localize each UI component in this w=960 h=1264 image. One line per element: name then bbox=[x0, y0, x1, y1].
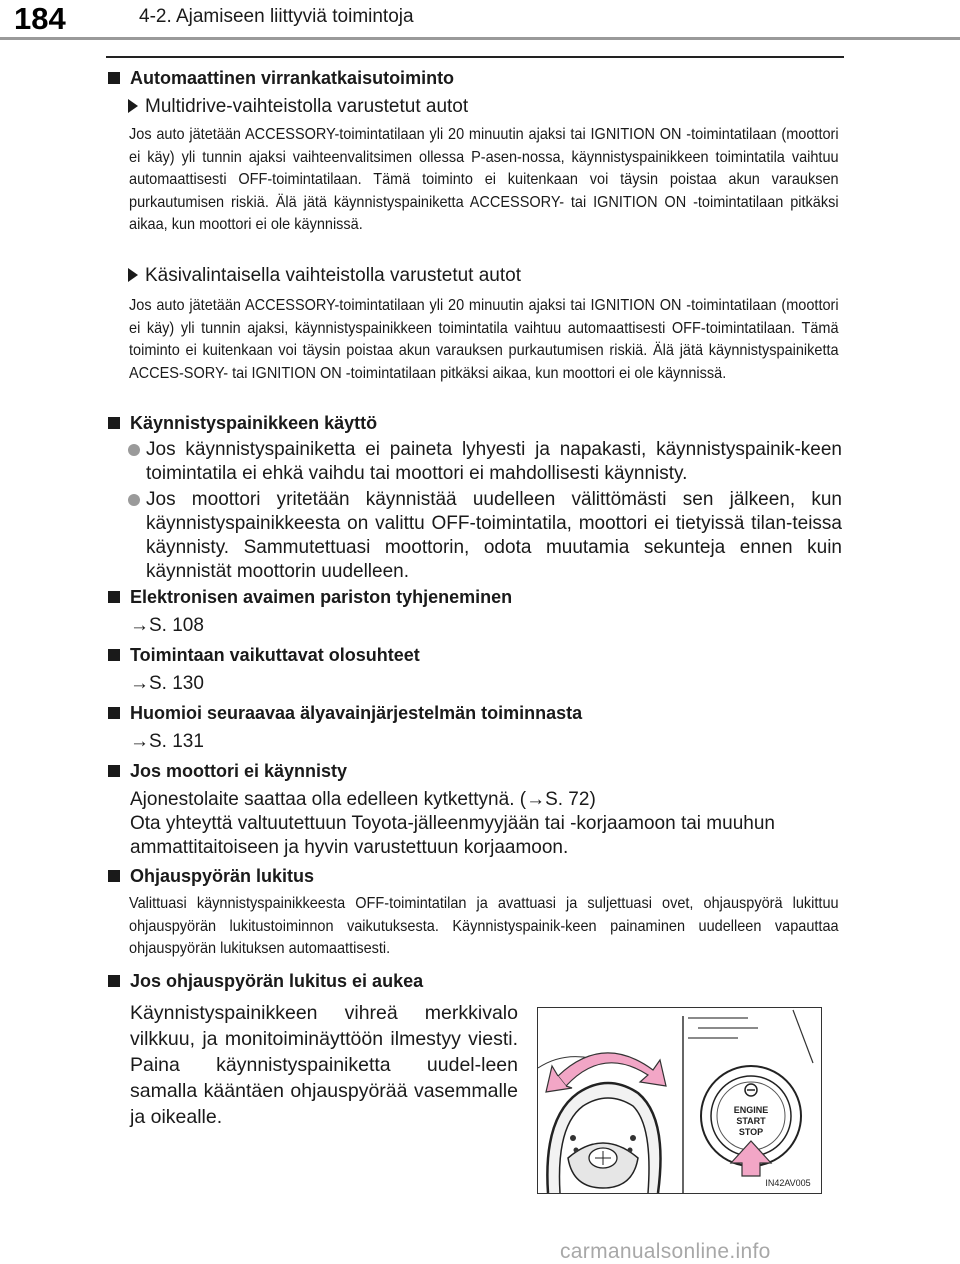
page-reference[interactable]: S. 72 bbox=[545, 789, 590, 810]
square-bullet-icon bbox=[108, 975, 120, 987]
round-bullet-icon bbox=[128, 494, 140, 506]
square-bullet-icon bbox=[108, 870, 120, 882]
body-text-small: Jos auto jätetään ACCESSORY-toimintatilaan yli 20 minuutin ajaksi tai IGNITION ON -toimintatilaan (moottori ei käy) yli tunnin ajaksi vaihteenvalitsimen ollessa P-asen-nossa, käynnistyspainikkeen toimintatila vaihtuu automaattisesti OFF-toimintatilaan. Tämä toiminto ei kuitenkaan voi täysin poistaa akun varauksen purkautumisen riskiä. Älä jätä käynnistyspainiketta ACCESSORY- tai IGNITION ON -toimintatilaan pitkäksi aikaa, kun moottori ei ole käynnissä. bbox=[129, 126, 839, 233]
watermark: carmanualsonline.info bbox=[560, 1240, 771, 1263]
svg-text:STOP: STOP bbox=[738, 1127, 764, 1137]
body-text: Käynnistyspainikkeen vihreä merkkivalo vilkkuu, ja monitoiminäyttöön ilmestyy viesti. Paina käynnistyspainiketta uudel-leen samalla kääntäen ohjauspyörää vasemmalle ja oikealle. bbox=[130, 1002, 518, 1128]
subheading: Käsivalintaisella vaihteistolla varustetut autot bbox=[128, 264, 521, 288]
body-text: Ajonestolaite saattaa olla edelleen kytkettynä. (→S. 72) bbox=[130, 789, 596, 810]
square-bullet-icon bbox=[108, 591, 120, 603]
list-item: Jos käynnistyspainiketta ei paineta lyhyesti ja napakasti, käynnistyspainik-keen toimintatila ei ehkä vaihdu tai moottori ei mahdollisesti käynnisty. bbox=[128, 438, 842, 486]
body-text-small: Valittuasi käynnistyspainikkeesta OFF-toimintatilan ja avattuasi ja suljettuasi ovet, ohjauspyörä lukittuu ohjauspyörän lukitustoiminnon vaikutuksesta. Käynnistyspainik-keen painaminen uudelleen vapauttaa ohjauspyörän lukituksen automaattisesti. bbox=[129, 895, 839, 957]
rotate-arrow-icon bbox=[558, 1053, 666, 1086]
steering-wheel-icon bbox=[547, 1083, 660, 1193]
svg-text:START: START bbox=[736, 1116, 766, 1126]
steering-lock-illustration bbox=[537, 1007, 822, 1194]
triangle-bullet-icon bbox=[128, 99, 138, 113]
square-bullet-icon bbox=[108, 417, 120, 429]
section-heading: Jos ohjauspyörän lukitus ei aukea bbox=[108, 970, 423, 993]
square-bullet-icon bbox=[108, 707, 120, 719]
section-heading: Jos moottori ei käynnisty bbox=[108, 760, 347, 783]
body-text-small: Jos auto jätetään ACCESSORY-toimintatilaan yli 20 minuutin ajaksi tai IGNITION ON -toimintatilaan (moottori ei käy) yli tunnin ajaksi, käynnistyspainikkeen toimintatila vaihtuu automaattisesti OFF-toimintatilaan. Tämä toiminto ei kuitenkaan voi täysin poistaa akun varauksen purkautumisen riskiä. Älä jätä käynnistyspainiketta ACCES-SORY- tai IGNITION ON -toimintatilaan pitkäksi aikaa, kun moottori ei ole käynnissä. bbox=[129, 297, 839, 382]
triangle-bullet-icon bbox=[128, 268, 138, 282]
chapter-title: 4-2. Ajamiseen liittyviä toimintoja bbox=[139, 6, 414, 27]
section-heading: Toimintaan vaikuttavat olosuhteet bbox=[108, 644, 420, 667]
page-number: 184 bbox=[14, 1, 66, 36]
list-item: Jos moottori yritetään käynnistää uudelleen välittömästi sen jälkeen, kun käynnistyspainikkeesta on valittu OFF-toimintatila, moottori ei tietyissä tilan-teissa käynnisty. Sammutettuasi moottorin, odota muutamia sekunteja ennen kuin käynnistät moottorin uudelleen. bbox=[128, 488, 842, 584]
arrow-right-icon: → bbox=[130, 615, 149, 636]
header-divider bbox=[0, 37, 960, 40]
arrow-right-icon: → bbox=[130, 731, 149, 752]
subheading: Multidrive-vaihteistolla varustetut autot bbox=[128, 95, 468, 119]
arrow-right-icon: → bbox=[130, 673, 149, 694]
section-heading: Huomioi seuraavaa älyavainjärjestelmän toiminnasta bbox=[108, 702, 582, 725]
round-bullet-icon bbox=[128, 444, 140, 456]
square-bullet-icon bbox=[108, 765, 120, 777]
square-bullet-icon bbox=[108, 649, 120, 661]
svg-text:ENGINE: ENGINE bbox=[733, 1105, 769, 1115]
page-reference[interactable]: →S. 131 bbox=[130, 731, 204, 752]
section-heading: Ohjauspyörän lukitus bbox=[108, 865, 314, 888]
section-divider bbox=[106, 56, 844, 58]
arrow-right-icon: → bbox=[526, 789, 546, 810]
page-reference[interactable]: →S. 130 bbox=[130, 673, 204, 694]
section-heading: Elektronisen avaimen pariston tyhjeneminen bbox=[108, 586, 512, 609]
page-reference[interactable]: →S. 108 bbox=[130, 615, 204, 636]
section-heading: Käynnistyspainikkeen käyttö bbox=[108, 412, 377, 435]
section-heading: Automaattinen virrankatkaisutoiminto bbox=[108, 67, 454, 90]
figure-code: IN42AV005 bbox=[765, 1178, 811, 1188]
square-bullet-icon bbox=[108, 72, 120, 84]
body-text: Ota yhteyttä valtuutettuun Toyota-jälleenmyyjään tai -korjaamoon tai muuhun ammattitaitoiseen ja hyvin varustettuun korjaamoon. bbox=[130, 813, 775, 858]
